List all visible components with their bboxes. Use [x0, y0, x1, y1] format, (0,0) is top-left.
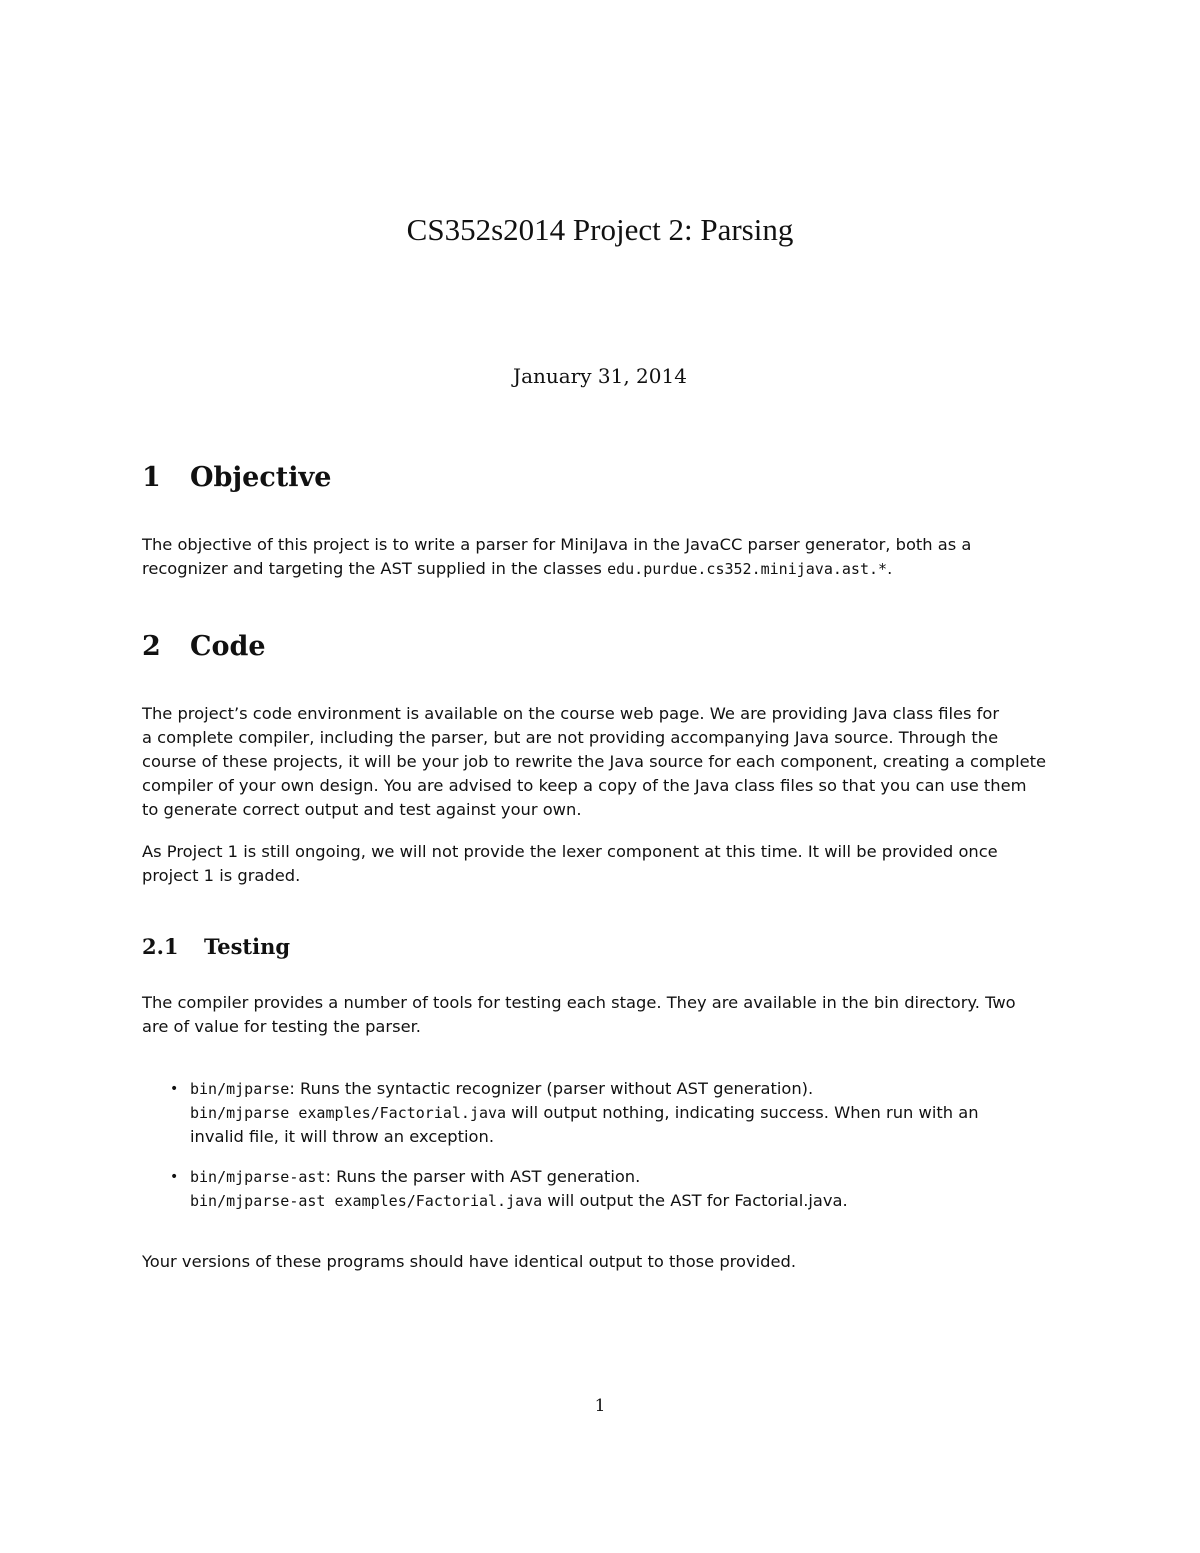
text-line: are of value for testing the parser.	[142, 1017, 421, 1036]
testing-intro	[142, 991, 1060, 1039]
text-line	[190, 1189, 1066, 1213]
text-line: invalid file, it will throw an exception.	[190, 1127, 495, 1146]
objective-paragraph	[142, 533, 1060, 581]
bullet-marker: •	[170, 1081, 179, 1097]
subsection-heading-testing	[142, 934, 290, 959]
text-line: As Project 1 is still ongoing, we will not provide the lexer component at this time. It will be provided once	[142, 842, 998, 861]
package-code: edu.purdue.cs352.minijava.ast.*	[607, 560, 888, 578]
text-line: course of these projects, it will be your job to rewrite the Java source for each component, creating a complete	[142, 752, 1047, 771]
text-line	[142, 557, 1060, 581]
tool-list	[166, 1077, 1066, 1213]
section-title: Code	[190, 631, 266, 662]
text-span: .	[887, 559, 893, 578]
command-code: bin/mjparse-ast examples/Factorial.java	[190, 1192, 543, 1210]
list-item	[166, 1165, 1066, 1213]
subsection-number: 2.1	[142, 934, 179, 959]
text-line: compiler of your own design. You are advised to keep a copy of the Java class files so that you can use them	[142, 776, 1027, 795]
text-line: The compiler provides a number of tools for testing each stage. They are available in the bin directory. Two	[142, 993, 1016, 1012]
text-line	[190, 1101, 1066, 1125]
text-line	[190, 1077, 1066, 1101]
subsection-title: Testing	[204, 934, 291, 959]
text-span: recognizer and targeting the AST supplied in the classes	[142, 559, 602, 578]
text-line	[190, 1165, 1066, 1189]
document-title: CS352s2014 Project 2: Parsing	[406, 212, 794, 247]
list-item	[166, 1077, 1066, 1149]
text-span: : Runs the syntactic recognizer (parser without AST generation).	[289, 1079, 814, 1098]
text-line: to generate correct output and test against your own.	[142, 800, 582, 819]
bullet-marker: •	[170, 1169, 179, 1185]
section-heading-objective	[142, 462, 331, 493]
code-paragraph-1	[142, 702, 1060, 822]
page-number: 1	[594, 1396, 606, 1416]
text-line: The objective of this project is to write a parser for MiniJava in the JavaCC parser generator, both as a	[142, 535, 972, 554]
text-line: a complete compiler, including the parser, but are not providing accompanying Java source. Through the	[142, 728, 999, 747]
command-code: bin/mjparse examples/Factorial.java	[190, 1104, 507, 1122]
text-line: Your versions of these programs should have identical output to those provided.	[142, 1252, 796, 1271]
text-span: will output the AST for Factorial.java.	[542, 1191, 848, 1210]
command-code: bin/mjparse-ast	[190, 1168, 326, 1186]
section-title: Objective	[190, 462, 332, 493]
document-date: January 31, 2014	[513, 364, 687, 388]
section-number: 2	[142, 631, 161, 662]
code-paragraph-2	[142, 840, 1060, 888]
text-span: : Runs the parser with AST generation.	[325, 1167, 641, 1186]
testing-closing	[142, 1250, 1060, 1274]
section-number: 1	[142, 462, 161, 493]
section-heading-code	[142, 631, 266, 662]
text-line: The project’s code environment is available on the course web page. We are providing Java class files for	[142, 704, 1000, 723]
command-code: bin/mjparse	[190, 1080, 290, 1098]
text-span: will output nothing, indicating success. When run with an	[506, 1103, 979, 1122]
text-line: project 1 is graded.	[142, 866, 301, 885]
